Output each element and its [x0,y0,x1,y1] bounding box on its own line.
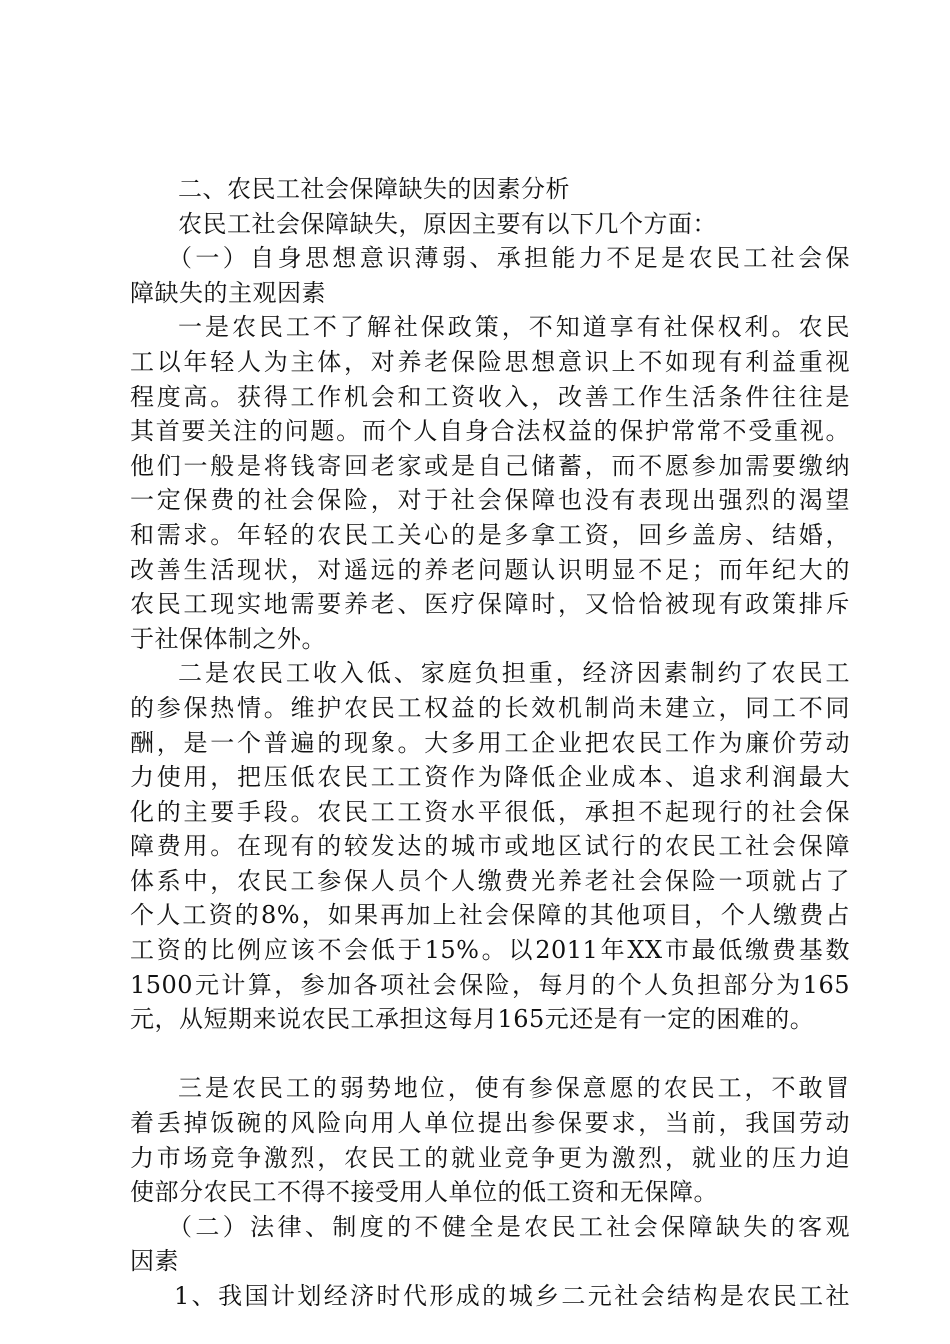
paragraph-line: 一定保费的社会保险，对于社会保障也没有表现出强烈的渴望 [130,486,850,515]
paragraph-line: 个人工资的8%，如果再加上社会保障的其他项目，个人缴费占 [130,901,850,930]
paragraph-line: 使部分农民工不得不接受用人单位的低工资和无保障。 [130,1178,718,1207]
paragraph-line: 其首要关注的问题。而个人自身合法权益的保护常常不受重视。 [130,417,850,446]
paragraph-line: 酬，是一个普遍的现象。大多用工企业把农民工作为廉价劳动 [130,728,850,757]
document-body [130,172,850,1314]
subsection-heading-2-cont: 因素 [130,1247,179,1276]
subsection-heading-1: （一）自身思想意识薄弱、承担能力不足是农民工社会保 [168,244,850,273]
paragraph-line: 化的主要手段。农民工工资水平很低，承担不起现行的社会保 [130,797,850,826]
paragraph-line: 元，从短期来说农民工承担这每月165元还是有一定的困难的。 [130,1005,815,1034]
subsection-heading-1-cont: 障缺失的主观因素 [130,278,326,307]
paragraph-line: 农民工现实地需要养老、医疗保障时，又恰恰被现有政策排斥 [130,590,850,619]
paragraph-line: 二是农民工收入低、家庭负担重，经济因素制约了农民工 [178,659,850,688]
paragraph-line: 工以年轻人为主体，对养老保险思想意识上不如现有利益重视 [130,347,850,376]
paragraph-line: 力市场竞争激烈，农民工的就业竞争更为激烈，就业的压力迫 [130,1143,850,1172]
paragraph-line: 程度高。获得工作机会和工资收入，改善工作生活条件往往是 [130,382,850,411]
paragraph-line: 的参保热情。维护农民工权益的长效机制尚未建立，同工不同 [130,693,850,722]
paragraph-line: 三是农民工的弱势地位，使有参保意愿的农民工，不敢冒 [178,1074,850,1103]
paragraph-line: 体系中，农民工参保人员个人缴费光养老社会保险一项就占了 [130,866,850,895]
numbered-item: 1、我国计划经济时代形成的城乡二元社会结构是农民工社 [174,1282,850,1310]
intro-line: 农民工社会保障缺失，原因主要有以下几个方面： [178,209,717,238]
paragraph-line: 改善生活现状，对遥远的养老问题认识明显不足；而年纪大的 [130,555,850,584]
paragraph-line: 和需求。年轻的农民工关心的是多拿工资，回乡盖房、结婚， [130,520,850,549]
paragraph-line: 于社保体制之外。 [130,624,326,653]
paragraph-line: 1500元计算，参加各项社会保险，每月的个人负担部分为165 [130,970,850,999]
section-heading: 二、农民工社会保障缺失的因素分析 [178,175,570,203]
blank-line [130,1037,850,1072]
paragraph-line: 工资的比例应该不会低于15%。以2011年XX市最低缴费基数 [130,936,850,965]
subsection-heading-2: （二）法律、制度的不健全是农民工社会保障缺失的客观 [168,1212,850,1241]
paragraph-line: 力使用，把压低农民工工资作为降低企业成本、追求利润最大 [130,763,850,792]
paragraph-line: 着丢掉饭碗的风险向用人单位提出参保要求，当前，我国劳动 [130,1109,850,1138]
paragraph-line: 障费用。在现有的较发达的城市或地区试行的农民工社会保障 [130,832,850,861]
paragraph-line: 他们一般是将钱寄回老家或是自己储蓄，而不愿参加需要缴纳 [130,451,850,480]
paragraph-line: 一是农民工不了解社保政策，不知道享有社保权利。农民 [178,313,850,342]
